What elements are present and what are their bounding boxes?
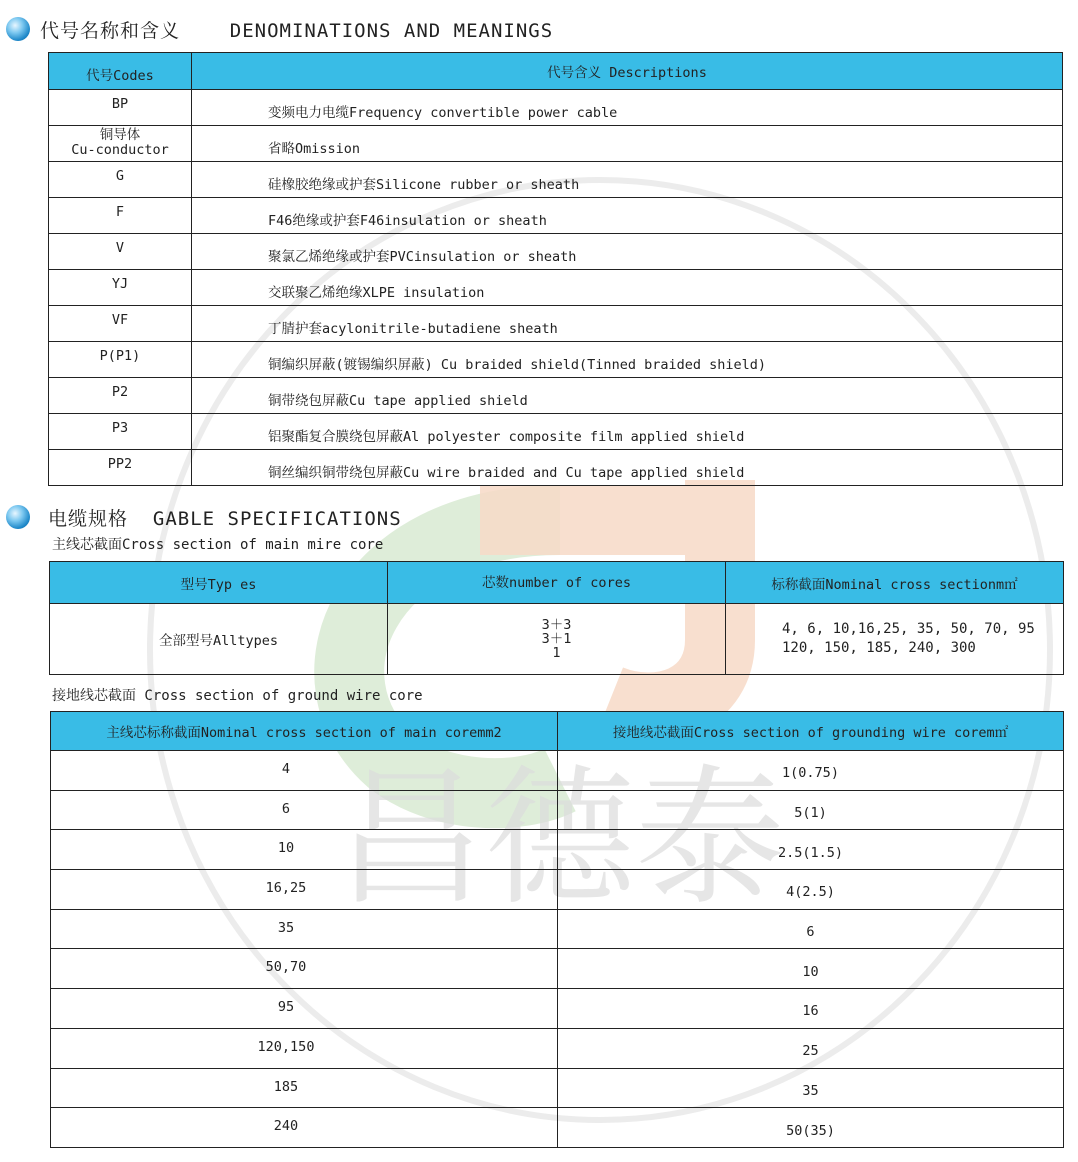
description-cell: 变频电力电缆Frequency convertible power cable (192, 90, 1063, 126)
svg-text:昌德泰: 昌德泰 (334, 752, 786, 926)
ground-core-cell: 25 (558, 1028, 1064, 1068)
header-code: 代号Codes (49, 53, 192, 90)
ground-core-cell: 6 (558, 909, 1064, 949)
cores-value: 1 (552, 645, 561, 661)
description-cell: 铜带绕包屏蔽Cu tape applied shield (192, 378, 1063, 414)
ground-core-cell: 4(2.5) (558, 870, 1064, 910)
table-row (49, 414, 1063, 450)
section-title: 代号名称和含义 DENOMINATIONS AND MEANINGS (40, 19, 554, 42)
code-cell (49, 414, 192, 450)
subtitle-main-core: 主线芯截面Cross section of main mire core (52, 537, 384, 553)
main-core-cell: 120,150 (51, 1028, 558, 1068)
main-core-table (49, 561, 1064, 675)
description-cell: 铜丝编织铜带绕包屏蔽Cu wire braided and Cu tape applied shield (192, 450, 1063, 486)
ground-core-cell: 5(1) (558, 790, 1064, 830)
nominal-line: 4, 6, 10,16,25, 35, 50, 70, 95 (782, 621, 1035, 637)
table-row (51, 949, 1064, 989)
table-row (49, 162, 1063, 198)
denominations-table (48, 52, 1063, 486)
nominal-cell (726, 604, 1064, 675)
table-row (51, 751, 1064, 791)
description-cell: 聚氯乙烯绝缘或护套PVCinsulation or sheath (192, 234, 1063, 270)
code-cell (49, 234, 192, 270)
table-row (49, 126, 1063, 162)
table-row (49, 234, 1063, 270)
table-row (49, 450, 1063, 486)
type-cell: 全部型号Alltypes (50, 604, 388, 675)
main-core-cell: 6 (51, 790, 558, 830)
table-header-row (50, 562, 1064, 604)
description-cell: 硅橡胶绝缘或护套Silicone rubber or sheath (192, 162, 1063, 198)
code-cell (49, 306, 192, 342)
table-row (51, 909, 1064, 949)
code-cell (49, 450, 192, 486)
code-cell (49, 378, 192, 414)
header-type: 型号Typ es (50, 562, 388, 604)
code-cell (49, 90, 192, 126)
main-core-cell: 50,70 (51, 949, 558, 989)
code-cell (49, 126, 192, 162)
table-row (49, 90, 1063, 126)
main-core-cell: 95 (51, 989, 558, 1029)
section-denominations-header (6, 14, 553, 44)
main-core-cell: 4 (51, 751, 558, 791)
section-specifications-header (6, 502, 402, 532)
ground-core-cell: 50(35) (558, 1108, 1064, 1148)
code-cell (49, 198, 192, 234)
description-cell: 铝聚酯复合膜绕包屏蔽Al polyester composite film applied shield (192, 414, 1063, 450)
main-core-cell: 240 (51, 1108, 558, 1148)
code-text: YJ (111, 276, 129, 292)
table-header-row (51, 712, 1064, 751)
main-core-cell: 10 (51, 830, 558, 870)
table-row (50, 604, 1064, 675)
table-row (49, 378, 1063, 414)
table-row (51, 830, 1064, 870)
table-row (51, 1108, 1064, 1148)
code-text: VF (111, 312, 129, 328)
main-core-cell: 35 (51, 909, 558, 949)
code-text: P(P1) (99, 348, 141, 364)
table-row (51, 989, 1064, 1029)
ground-core-cell: 35 (558, 1068, 1064, 1108)
code-text-secondary: Cu-conductor (71, 142, 169, 158)
code-cell (49, 162, 192, 198)
subtitle-ground-core: 接地线芯截面 Cross section of ground wire core (52, 688, 423, 704)
description-cell: F46绝缘或护套F46insulation or sheath (192, 198, 1063, 234)
description-cell: 交联聚乙烯绝缘XLPE insulation (192, 270, 1063, 306)
code-text: PP2 (107, 456, 133, 472)
ground-core-cell: 1(0.75) (558, 751, 1064, 791)
table-row (51, 870, 1064, 910)
code-text: 铜导体 (99, 127, 141, 143)
table-row (51, 1068, 1064, 1108)
table-row (49, 342, 1063, 378)
description-cell: 省略Omission (192, 126, 1063, 162)
table-row (49, 198, 1063, 234)
bullet-icon (6, 17, 30, 41)
cores-value: 3＋1 (541, 631, 572, 647)
cores-cell (388, 604, 726, 675)
table-header-row (49, 53, 1063, 90)
table-row (49, 306, 1063, 342)
code-text: P3 (111, 420, 129, 436)
nominal-line: 120, 150, 185, 240, 300 (782, 640, 976, 656)
code-text: V (115, 240, 125, 256)
header-ground-core: 接地线芯截面Cross section of grounding wire corem㎡ (558, 712, 1064, 751)
table-row (51, 790, 1064, 830)
header-nominal: 标称截面Nominal cross sectionm㎡ (726, 562, 1064, 604)
header-cores: 芯数number of cores (388, 562, 726, 604)
bullet-icon (6, 505, 30, 529)
section-title: 电缆规格 GABLE SPECIFICATIONS (48, 507, 402, 530)
ground-core-cell: 10 (558, 949, 1064, 989)
header-descriptions: 代号含义 Descriptions (192, 53, 1063, 90)
code-text: BP (111, 96, 129, 112)
ground-core-cell: 2.5(1.5) (558, 830, 1064, 870)
description-cell: 丁腈护套acylonitrile-butadiene sheath (192, 306, 1063, 342)
main-core-cell: 185 (51, 1068, 558, 1108)
code-text: G (115, 168, 125, 184)
description-cell: 铜编织屏蔽(镀锡编织屏蔽) Cu braided shield(Tinned braided shield) (192, 342, 1063, 378)
table-row (49, 270, 1063, 306)
header-main-core: 主线芯标称截面Nominal cross section of main coremm2 (51, 712, 558, 751)
table-row (51, 1028, 1064, 1068)
main-core-cell: 16,25 (51, 870, 558, 910)
ground-core-cell: 16 (558, 989, 1064, 1029)
ground-core-table (50, 711, 1064, 1148)
cores-value: 3＋3 (541, 617, 572, 633)
code-cell (49, 270, 192, 306)
code-text: P2 (111, 384, 129, 400)
code-cell (49, 342, 192, 378)
code-text: F (115, 204, 125, 220)
